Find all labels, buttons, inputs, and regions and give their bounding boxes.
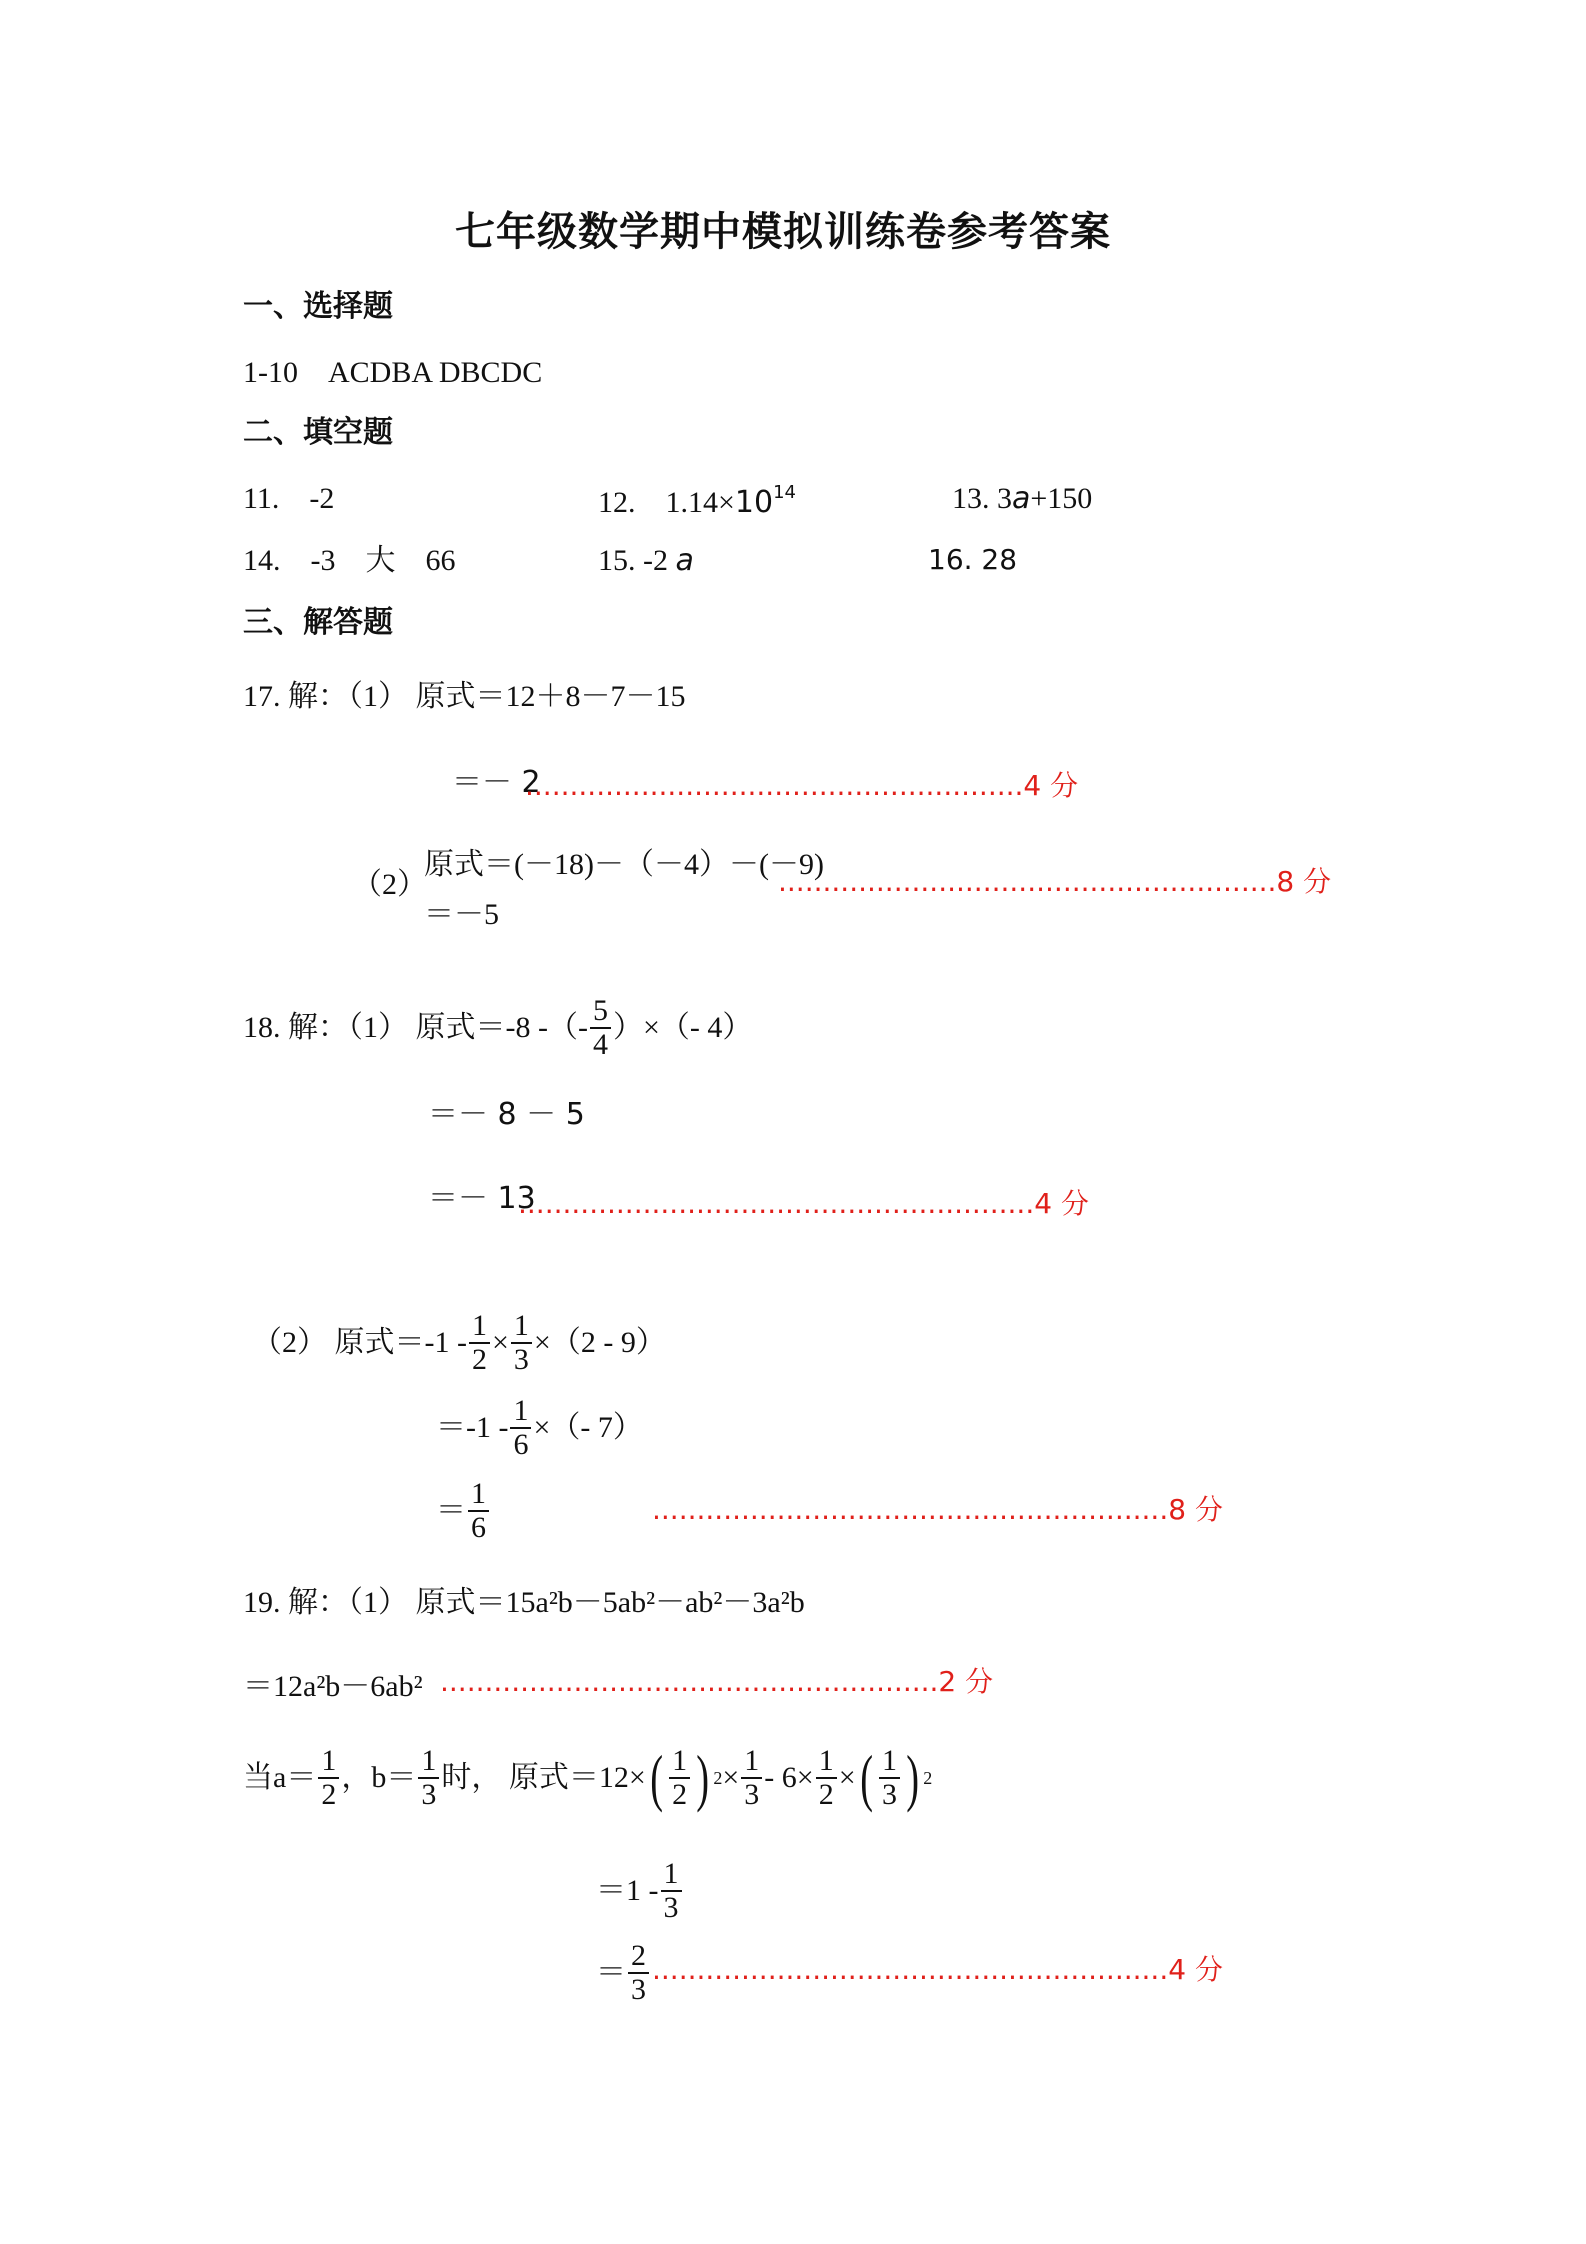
q19-l5-prefix: ＝ — [596, 1955, 626, 1989]
numerator: 1 — [741, 1745, 762, 1779]
exponent: 2 — [713, 1767, 723, 1788]
q18-p2b-suffix: ×（- 7） — [533, 1410, 643, 1444]
q18-l1-suffix: ）×（- 4） — [612, 1010, 753, 1044]
q18-part2-line2 — [436, 1395, 643, 1460]
q15-prefix: 15. -2 — [598, 544, 668, 577]
denominator: 3 — [513, 1342, 529, 1376]
denominator: 2 — [321, 1777, 337, 1811]
section1-answer: 1-10 ACDBA DBCDC — [243, 356, 543, 389]
q19-l3-mid1: ，b＝ — [341, 1760, 417, 1794]
q14-answer: 14. -3 大 66 — [243, 544, 456, 577]
q19-l3-mid3: × — [722, 1760, 740, 1794]
q18-line2: ＝－ 8 － 5 — [428, 1097, 585, 1132]
q11-answer: 11. -2 — [243, 482, 335, 515]
q17-line4: ＝－5 — [424, 898, 499, 931]
section1-heading: 一、选择题 — [243, 289, 393, 324]
q15-answer — [598, 543, 694, 578]
denominator: 2 — [818, 1777, 834, 1811]
numerator: 1 — [418, 1745, 439, 1779]
numerator: 1 — [816, 1745, 837, 1779]
q18-score2: ..........................................................8 分 — [652, 1493, 1223, 1526]
q19-l3-mid5: × — [838, 1760, 856, 1794]
q19-line3 — [243, 1741, 933, 1813]
q18-score1: ..........................................................4 分 — [518, 1187, 1089, 1220]
fraction — [816, 1745, 837, 1810]
right-paren: ) — [906, 1741, 920, 1813]
fraction — [661, 1858, 682, 1923]
q13-variable: a — [1012, 481, 1031, 516]
q18-p2c-prefix: ＝ — [436, 1493, 466, 1527]
numerator: 1 — [511, 1310, 532, 1344]
page-title: 七年级数学期中模拟训练卷参考答案 — [455, 209, 1111, 255]
fraction — [669, 1745, 690, 1810]
q19-score1: ........................................................2 分 — [440, 1665, 994, 1698]
denominator: 3 — [421, 1777, 437, 1811]
fraction — [879, 1745, 900, 1810]
denominator: 6 — [471, 1510, 486, 1544]
q15-variable: a — [675, 543, 694, 578]
denominator: 3 — [744, 1777, 760, 1811]
q19-l3-prefix: 当a＝ — [243, 1760, 317, 1794]
denominator: 3 — [663, 1890, 679, 1924]
q12-exponent: 14 — [773, 482, 797, 503]
numerator: 1 — [879, 1745, 900, 1779]
fraction — [510, 1395, 531, 1460]
fraction — [469, 1310, 490, 1375]
q17-score1: ........................................................4 分 — [525, 769, 1079, 802]
fraction — [590, 995, 611, 1060]
fraction — [741, 1745, 762, 1810]
q12-base: 10 — [734, 485, 774, 520]
q17-part2-label: （2） — [352, 868, 427, 901]
fraction — [418, 1745, 439, 1810]
denominator: 2 — [471, 1342, 487, 1376]
q16-answer: 16. 28 — [928, 543, 1018, 576]
fraction — [628, 1940, 649, 2005]
section3-heading: 三、解答题 — [243, 605, 393, 640]
section2-heading: 二、填空题 — [243, 415, 393, 450]
denominator: 3 — [881, 1777, 897, 1811]
denominator: 4 — [592, 1027, 608, 1061]
q18-line1 — [243, 995, 752, 1060]
q18-p2-times: × — [491, 1325, 509, 1359]
q19-line5 — [596, 1940, 651, 2005]
q13-prefix: 13. 3 — [952, 482, 1012, 515]
q17-line1: 17. 解：（1） 原式＝12＋8－7－15 — [243, 680, 686, 713]
numerator: 1 — [669, 1745, 690, 1779]
q19-score2: ..........................................................4 分 — [652, 1953, 1223, 1986]
q17-score2: ........................................................8 分 — [778, 865, 1332, 898]
q18-part2-line3 — [436, 1478, 491, 1543]
q19-line1: 19. 解：（1） 原式＝15a²b－5ab²－ab²－3a²b — [243, 1586, 805, 1619]
fraction — [511, 1310, 532, 1375]
numerator: 1 — [468, 1478, 489, 1512]
q19-l4-prefix: ＝1 - — [596, 1873, 659, 1907]
q19-line2: ＝12a²b－6ab² — [243, 1670, 423, 1703]
q18-p2-suffix: ×（2 - 9） — [533, 1325, 666, 1359]
numerator: 1 — [661, 1858, 682, 1892]
denominator: 6 — [513, 1427, 529, 1461]
numerator: 1 — [469, 1310, 490, 1344]
q18-line3: ＝－ 13 — [428, 1181, 536, 1216]
q13-suffix: +150 — [1030, 482, 1093, 515]
right-paren: ) — [696, 1741, 710, 1813]
left-paren: ( — [650, 1741, 663, 1813]
fraction — [468, 1478, 489, 1543]
q17-line3: 原式＝(－18)－（－4）－(－9) — [424, 848, 824, 881]
q19-line4 — [596, 1858, 684, 1923]
fraction — [318, 1745, 339, 1810]
denominator: 2 — [672, 1777, 688, 1811]
q13-answer — [952, 481, 1093, 516]
numerator: 2 — [628, 1940, 649, 1974]
q19-l3-mid4: - 6× — [764, 1760, 814, 1794]
numerator: 1 — [318, 1745, 339, 1779]
numerator: 5 — [590, 995, 611, 1029]
exponent: 2 — [923, 1767, 933, 1788]
q17-line2: ＝－ 2 — [452, 765, 541, 800]
q18-p2b-prefix: ＝-1 - — [436, 1410, 509, 1444]
q19-l3-mid2: 时， 原式＝12× — [441, 1760, 646, 1794]
q18-l1-prefix: 18. 解：（1） 原式＝-8 -（- — [243, 1010, 588, 1044]
q18-p2-prefix: （2） 原式＝-1 - — [252, 1325, 467, 1359]
denominator: 3 — [631, 1972, 646, 2006]
q18-part2-line1 — [252, 1310, 666, 1375]
left-paren: ( — [859, 1741, 873, 1813]
q12-answer — [598, 484, 796, 518]
q12-prefix: 12. 1.14× — [598, 486, 735, 519]
numerator: 1 — [510, 1395, 531, 1429]
